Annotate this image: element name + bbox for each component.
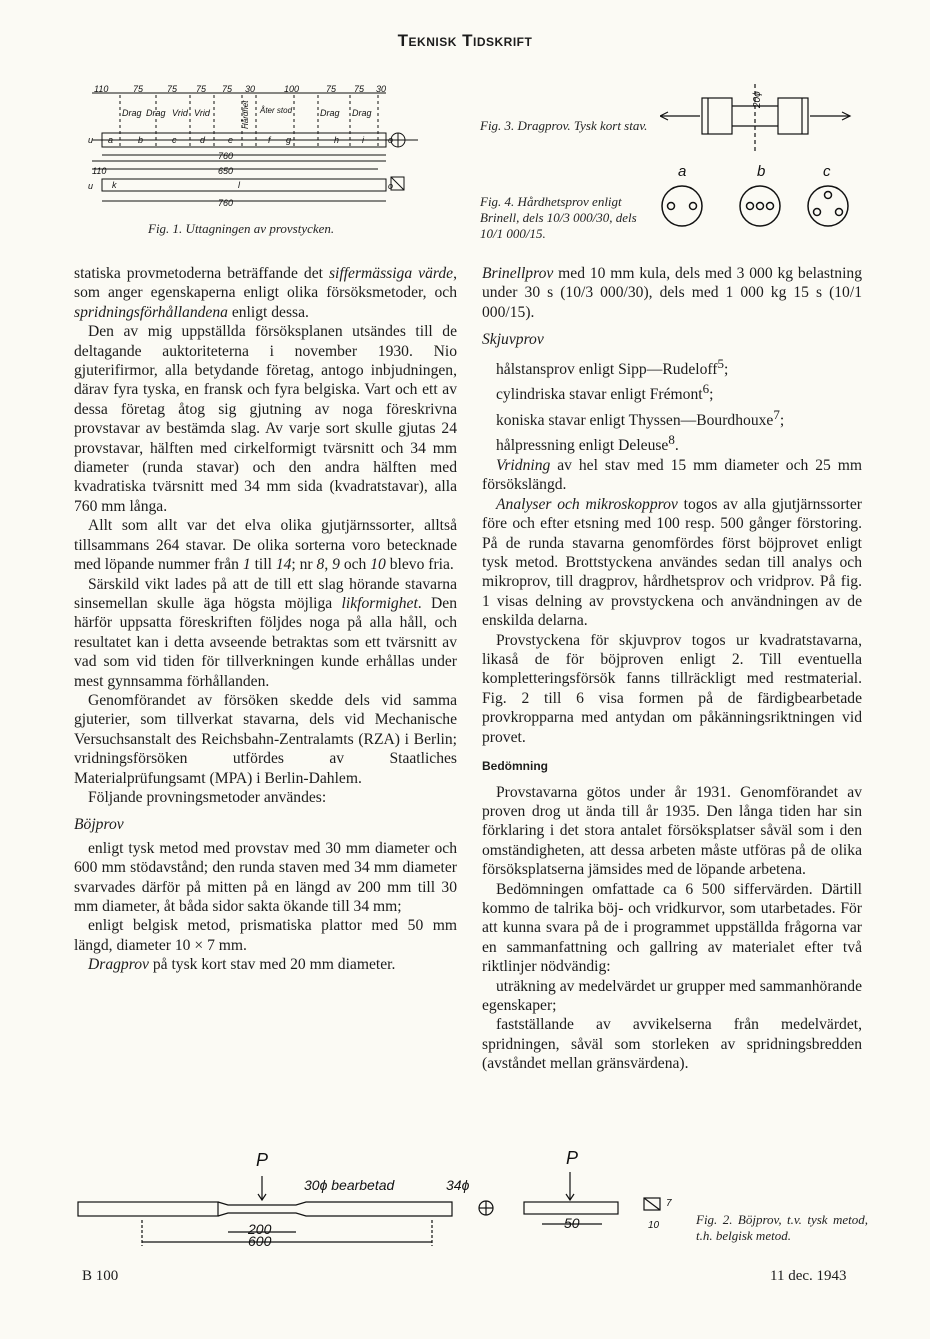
fig1-dim: 110 <box>94 85 109 94</box>
paragraph: Bedömningen omfattade ca 6 500 siffervärden. Därtill kommo de talrika böj- och vridkurvor, som utarbetades. För att kunna svara på de i programmet uppställda frågorna var en sammanfattning och gallring av materialet efter två riktlinjer nödvändig: <box>482 880 862 976</box>
fig2-dim-7: 7 <box>666 1198 672 1209</box>
fig2-load: P <box>566 1148 579 1168</box>
paragraph: Provstavarna götos under år 1931. Genomförandet av proven drog ut ända till år 1935. Den långa tiden har sin förklaring i det stora antalet försöksplatser såväl som i den omständigheten, att dessa arbeten måste utföras på de olika försöksplatserna jämsides med de löpande arbetena. <box>482 783 862 879</box>
fig1-dim-650: 650 <box>218 166 234 176</box>
paragraph: enligt belgisk metod, prismatiska plattor med 50 mm längd, diameter 10 × 7 mm. <box>74 917 457 954</box>
paragraph: Följande provningsmetoder användes: <box>88 788 327 806</box>
fig1-dim-110: 110 <box>92 166 107 176</box>
fig1-letter: d <box>200 135 206 145</box>
fig1-dim: 75 <box>354 85 365 94</box>
figure-4 <box>640 160 860 230</box>
fig1-label: Hårdhet <box>241 100 250 129</box>
fig2-dim-10: 10 <box>648 1220 660 1231</box>
paragraph: enligt tysk metod med provstav med 30 mm diameter och 600 mm stödavstånd; den runda staven med 34 mm diameter svarvades därför på mitten på en längd av 200 mm till 30 mm diameter, åt båda sidor sakta ökande till 34 mm; <box>74 839 457 915</box>
paragraph: Dragprov på tysk kort stav med 20 mm diameter. <box>88 956 396 974</box>
section-heading: Skjuvprov <box>482 331 544 349</box>
fig2-load: P <box>256 1150 269 1170</box>
masthead-title: Teknisk Tidskrift <box>397 31 533 50</box>
fig1-letter: e <box>228 135 234 145</box>
paragraph: fastställande av avvikelserna från medelvärdet, spridningen, såväl som storleken av spridningsbredden (avståndet mellan gränsvärdena). <box>482 1016 862 1073</box>
fig1-dim: 30 <box>376 85 387 94</box>
fig1-letter: l <box>238 180 240 190</box>
fig1-dim: 75 <box>167 85 178 94</box>
paragraph: hålpressning enligt Deleuse$^8$. <box>496 432 679 455</box>
fig1-dim-760: 760 <box>218 198 234 208</box>
fig1-dim: 75 <box>196 85 207 94</box>
fig1-letter: a <box>108 135 114 145</box>
fig1-dim: 30 <box>245 85 256 94</box>
fig1-letter: b <box>138 135 144 145</box>
fig1-letter: f <box>268 135 271 145</box>
section-heading: Bedömning <box>482 759 548 774</box>
fig4-label: c <box>823 163 831 180</box>
fig1-letter: g <box>286 135 292 145</box>
fig2-dim-50: 50 <box>564 1215 580 1231</box>
paragraph: Allt som allt var det elva olika gjutjärnssorter, alltså tillsammans 264 stavar. De olika sorterna voro betecknade med löpande nummer från 1 till 14; nr 8, 9 och 10 blevo fria. <box>74 517 457 574</box>
paragraph: statiska provmetoderna beträffande det siffermässiga värde, som anger egenskaperna enligt olika försöksmetoder, och spridningsförhållandena enligt dessa. <box>74 265 457 321</box>
paragraph: uträkning av medelvärdet ur grupper med sammanhörande egenskaper; <box>482 977 862 1014</box>
fig1-mark: u <box>88 181 94 191</box>
figure-4-caption <box>480 194 648 242</box>
paragraph: Brinellprov med 10 mm kula, dels med 3 000 kg belastning under 30 s (10/3 000/30), dels med 1 000 kg 15 s (10/1 000/15). <box>482 265 862 321</box>
fig1-dim: 75 <box>326 85 337 94</box>
section-heading: Böjprov <box>74 816 124 834</box>
paragraph: Provstyckena för skjuvprov togos ur kvadratstavarna, likaså de för böjproven enligt 2. Till eventuella kompletteringsförsök fanns tillräckligt med restmaterial. Fig. 2 till 6 visa formen på de färdigbearbetade provkropparna med antydan om påkänningsriktningen vid provet. <box>482 631 862 746</box>
figure-4-caption-text: Fig. 4. Hårdhetsprov enligt Brinell, dels 10/3 000/30, dels 10/1 000/15. <box>480 194 637 241</box>
figure-3-caption-text: Fig. 3. Dragprov. Tysk kort stav. <box>480 118 648 133</box>
fig1-label: Drag <box>122 108 142 118</box>
fig1-dim: 75 <box>133 85 144 94</box>
fig2-dim-600: 600 <box>248 1233 272 1249</box>
fig1-label: Vrid <box>194 108 210 118</box>
figure-2-caption <box>696 1212 868 1244</box>
fig1-label: Åter stod <box>260 106 293 115</box>
fig1-letter: h <box>334 135 340 145</box>
fig4-label: b <box>757 163 766 180</box>
figure-2-caption-text: Fig. 2. Böjprov, t.v. tysk metod, t.h. belgisk metod. <box>696 1212 868 1243</box>
paragraph: Särskild vikt lades på att de till ett slag hörande stavarna sinsemellan skulle äga högsta möjliga likformighet. Den härför uppsatta föreskriften följdes noga på alla håll, och resultatet kan i detta avseende betraktas som ett tvärsnitt av vad som vid tiden för tillverkningen kunde erhållas under mest gynnsamma förhållanden. <box>74 575 457 690</box>
paragraph: Vridning av hel stav med 15 mm diameter och 25 mm försökslängd. <box>482 457 862 494</box>
fig1-letter: k <box>112 180 117 190</box>
footer-page-number: B 100 <box>82 1268 119 1284</box>
fig1-letter: i <box>362 135 364 145</box>
paragraph: koniska stavar enligt Thyssen—Bourdhouxe$^7$; <box>496 406 785 429</box>
fig1-dim: 100 <box>284 85 300 94</box>
fig1-label: Drag <box>146 108 166 118</box>
fig1-mark: u <box>88 135 94 145</box>
right-column <box>482 264 862 1074</box>
paragraph: Genomförandet av försöken skedde dels vid samma gjuterier, som tillverkat stavarna, dels vid Mechanische Versuchsanstalt des Reichsbahn-Zentralamts (RZA) i Berlin; vridningsförsöken utfördes av Staatliches Materialprüfungsamt (MPA) i Berlin-Dahlem. <box>74 691 457 787</box>
left-column <box>74 264 457 975</box>
fig1-label: Vrid <box>172 108 188 118</box>
paragraph: Analyser och mikroskopprov togos av alla gjutjärnssorter före och efter etsning med 100 resp. 500 gånger förstoring. På de runda stavarna genomfördes först böjprovet enligt tysk metod. Brottstyckena användes sedan till analys och mikroprov, till dragprov, hårdhetsprov och vridprov. På fig. 1 visas delning av provstyckena och användningen av de enskilda delarna. <box>482 495 862 630</box>
fig4-label: a <box>678 163 687 180</box>
fig1-mark: o <box>388 181 394 191</box>
fig1-dim: 75 <box>222 85 233 94</box>
fig2-label-30: 30ϕ bearbetad <box>304 1177 395 1193</box>
fig2-label-34: 34ϕ <box>446 1177 470 1193</box>
fig1-label: Drag <box>352 108 372 118</box>
fig1-mark: o <box>388 135 394 145</box>
footer-date: 11 dec. 1943 <box>770 1268 847 1284</box>
figure-1 <box>88 85 438 213</box>
paragraph: hålstansprov enligt Sipp—Rudeloff$^5$; <box>496 355 729 378</box>
fig3-dim: 20ϕ <box>752 91 763 108</box>
fig1-letter: c <box>172 135 177 145</box>
paragraph: cylindriska stavar enligt Frémont$^6$; <box>496 381 714 404</box>
figure-3 <box>660 78 860 162</box>
paragraph: Den av mig uppställda försöksplanen utsändes till de deltagande auktoriteterna i november 1930. Nio gjuterifirmor, alla betydande företag, antogo inbjudningen, därav fyra tyska, en fransk och fyra belgiska. Vart och ett av dessa företag åtog sig gjutning av noga föreskrivna provstavar av bestämda slag. Av varje sort skulle gjutas 24 provstavar, hälften med cirkelformigt tvärsnitt och 34 mm diameter (runda stavar) och den andra hälften med kvadratiska tvärsnitt med 34 mm sida (kvadratstavar), alla 760 mm långa. <box>74 323 457 515</box>
fig2-dim-200: 200 <box>248 1221 272 1237</box>
figure-1-caption: Fig. 1. Uttagningen av provstycken. <box>148 221 335 236</box>
figure-3-caption <box>480 118 655 134</box>
fig1-label: Drag <box>320 108 340 118</box>
fig1-dim-760: 760 <box>218 151 234 161</box>
